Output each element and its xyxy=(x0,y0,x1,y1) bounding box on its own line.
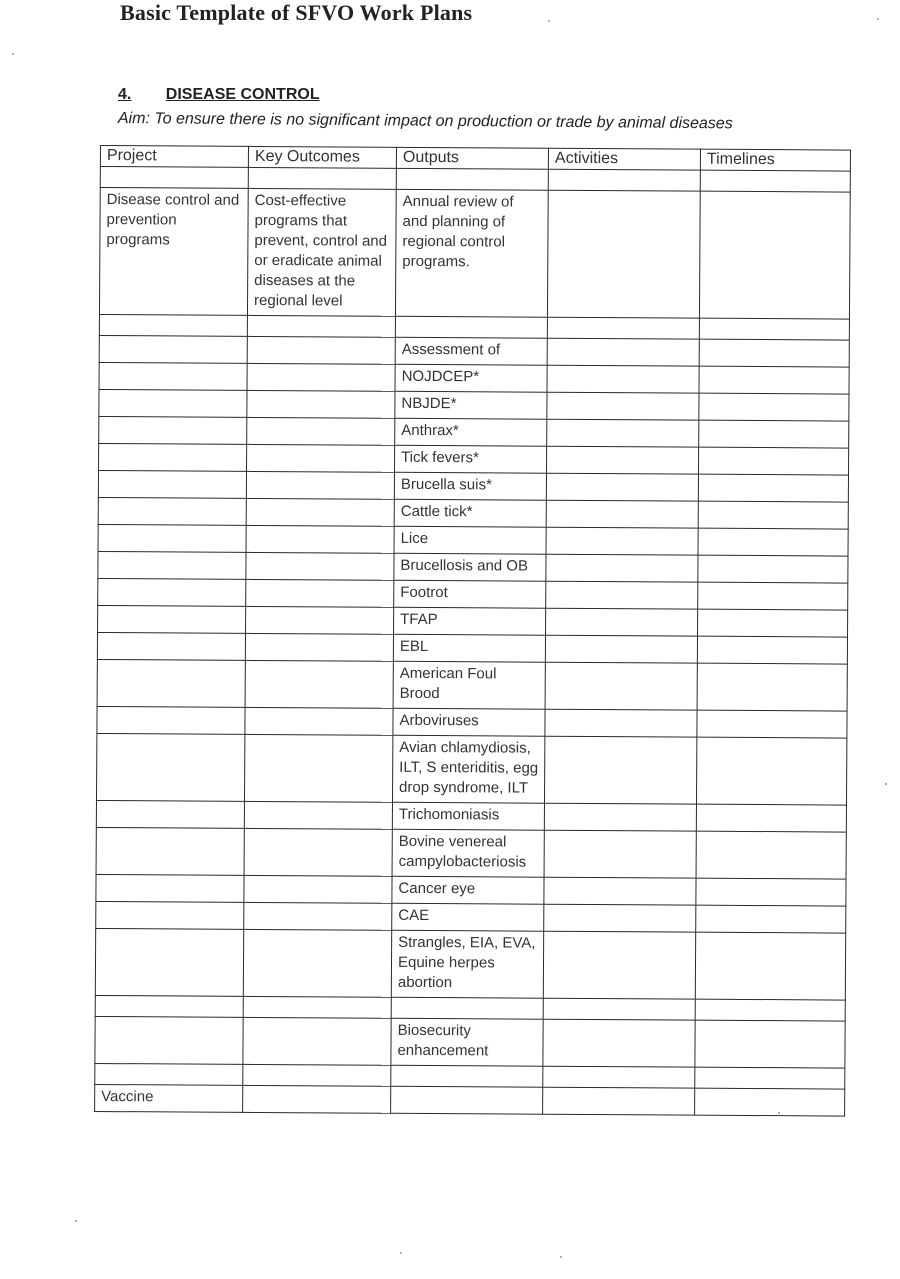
cell-activities xyxy=(547,190,700,318)
cell-outputs: Strangles, EIA, EVA, Equine herpes abortion xyxy=(391,930,543,998)
cell-activities xyxy=(546,581,698,609)
table-row xyxy=(95,1084,845,1116)
cell-project xyxy=(95,1063,243,1085)
cell-project xyxy=(98,578,246,606)
cell-activities xyxy=(543,1019,695,1067)
cell-outputs: TFAP xyxy=(394,607,546,635)
cell-timelines xyxy=(697,710,847,738)
scan-speck xyxy=(560,1256,562,1258)
cell-project xyxy=(99,443,247,471)
scan-speck xyxy=(400,1252,402,1254)
cell-project xyxy=(100,167,248,189)
cell-key-outcomes xyxy=(247,363,395,391)
cell-project xyxy=(98,524,246,552)
cell-project xyxy=(98,470,246,498)
cell-project xyxy=(95,995,243,1017)
cell-activities xyxy=(545,662,697,710)
cell-activities xyxy=(543,931,695,999)
cell-activities xyxy=(545,635,697,663)
cell-outputs: Brucellosis and OB xyxy=(394,553,546,581)
column-header-timelines: Timelines xyxy=(700,149,850,171)
aim-statement: Aim: To ensure there is no significant impact on production or trade by animal diseases xyxy=(117,110,733,133)
cell-activities xyxy=(544,904,696,932)
cell-key-outcomes xyxy=(244,902,392,930)
cell-project xyxy=(96,874,244,902)
cell-timelines xyxy=(699,420,849,448)
cell-key-outcomes xyxy=(243,1017,391,1065)
cell-outputs: Lice xyxy=(394,526,546,554)
cell-outputs: Avian chlamydiosis, ILT, S enteriditis, egg drop syndrome, ILT xyxy=(392,735,544,803)
cell-project xyxy=(96,901,244,929)
cell-activities xyxy=(546,473,698,501)
cell-key-outcomes xyxy=(246,579,394,607)
cell-key-outcomes: Cost-effective programs that prevent, control and or eradicate animal diseases at the regional level xyxy=(247,188,396,316)
table-row xyxy=(99,188,850,320)
cell-outputs: Bovine venereal campylobacteriosis xyxy=(392,829,544,877)
cell-timelines xyxy=(698,609,848,637)
work-plan-table-container xyxy=(94,145,850,1117)
cell-outputs: Brucella suis* xyxy=(394,472,546,500)
cell-key-outcomes xyxy=(243,929,391,997)
cell-key-outcomes xyxy=(244,828,392,876)
cell-timelines xyxy=(696,905,846,933)
cell-activities xyxy=(544,803,696,831)
cell-activities xyxy=(544,877,696,905)
cell-project xyxy=(95,1016,243,1064)
scan-speck xyxy=(548,20,550,22)
cell-outputs: Assessment of xyxy=(395,337,547,365)
cell-timelines xyxy=(699,191,850,319)
cell-project xyxy=(98,605,246,633)
cell-outputs: NBJDE* xyxy=(395,391,547,419)
cell-activities xyxy=(547,338,699,366)
table-row xyxy=(95,928,845,1000)
cell-timelines xyxy=(699,339,849,367)
cell-timelines xyxy=(697,636,847,664)
cell-project xyxy=(99,362,247,390)
cell-timelines xyxy=(699,366,849,394)
cell-timelines xyxy=(698,501,848,529)
cell-activities xyxy=(547,365,699,393)
cell-outputs xyxy=(396,168,548,190)
column-header-outputs: Outputs xyxy=(396,147,548,169)
table-row xyxy=(97,659,847,711)
cell-activities xyxy=(547,392,699,420)
cell-key-outcomes xyxy=(246,552,394,580)
cell-timelines xyxy=(699,318,849,340)
cell-outputs: Trichomoniasis xyxy=(392,802,544,830)
cell-timelines xyxy=(696,804,846,832)
cell-activities xyxy=(543,998,695,1020)
cell-key-outcomes xyxy=(247,315,395,337)
cell-project xyxy=(99,416,247,444)
cell-timelines xyxy=(696,878,846,906)
cell-project xyxy=(95,928,243,996)
section-number: 4. xyxy=(118,86,132,103)
cell-key-outcomes xyxy=(246,498,394,526)
cell-timelines xyxy=(698,582,848,610)
cell-key-outcomes xyxy=(247,417,395,445)
cell-key-outcomes xyxy=(245,707,393,735)
cell-outputs: Anthrax* xyxy=(395,418,547,446)
cell-key-outcomes xyxy=(244,801,392,829)
cell-activities xyxy=(543,1066,695,1088)
cell-outputs: Annual review of and planning of regional control programs. xyxy=(395,189,548,317)
table-body xyxy=(95,167,851,1117)
cell-key-outcomes xyxy=(245,633,393,661)
table-row xyxy=(96,733,846,805)
cell-activities xyxy=(546,527,698,555)
cell-outputs: Cancer eye xyxy=(392,876,544,904)
cell-activities xyxy=(547,317,699,339)
cell-project: Vaccine xyxy=(95,1084,243,1112)
scan-speck xyxy=(885,783,887,785)
cell-outputs: Cattle tick* xyxy=(394,499,546,527)
cell-outputs xyxy=(395,316,547,338)
table-row xyxy=(96,827,846,879)
scan-speck xyxy=(778,1112,780,1114)
cell-project xyxy=(96,827,244,875)
work-plan-table xyxy=(94,145,851,1117)
cell-outputs: CAE xyxy=(392,903,544,931)
cell-activities xyxy=(544,736,696,804)
cell-outputs xyxy=(391,997,543,1019)
cell-key-outcomes xyxy=(247,390,395,418)
cell-timelines xyxy=(698,528,848,556)
cell-activities xyxy=(546,500,698,528)
cell-project xyxy=(99,314,247,336)
cell-project xyxy=(98,551,246,579)
cell-key-outcomes xyxy=(244,734,392,802)
scan-speck xyxy=(75,1220,77,1222)
cell-key-outcomes xyxy=(243,1085,391,1113)
cell-project: Disease control and prevention programs xyxy=(99,188,248,316)
section-heading xyxy=(118,86,320,104)
cell-activities xyxy=(547,446,699,474)
cell-timelines xyxy=(699,447,849,475)
cell-project xyxy=(96,733,244,801)
cell-activities xyxy=(545,709,697,737)
cell-timelines xyxy=(695,1020,845,1068)
table-row xyxy=(95,1016,845,1068)
cell-timelines xyxy=(695,932,845,1000)
scan-speck xyxy=(877,18,879,20)
cell-key-outcomes xyxy=(247,336,395,364)
cell-timelines xyxy=(696,737,846,805)
column-header-activities: Activities xyxy=(548,148,700,170)
cell-outputs: EBL xyxy=(393,634,545,662)
cell-key-outcomes xyxy=(246,471,394,499)
cell-timelines xyxy=(698,474,848,502)
cell-activities xyxy=(546,608,698,636)
cell-key-outcomes xyxy=(243,1064,391,1086)
cell-timelines xyxy=(696,831,846,879)
column-header-project: Project xyxy=(100,146,248,168)
cell-outputs: Tick fevers* xyxy=(395,445,547,473)
cell-outputs: Arboviruses xyxy=(393,708,545,736)
cell-outputs: Biosecurity enhancement xyxy=(391,1018,543,1066)
cell-timelines xyxy=(695,1088,845,1116)
scan-speck xyxy=(12,53,14,55)
document-title: Basic Template of SFVO Work Plans xyxy=(120,0,473,25)
cell-timelines xyxy=(695,1067,845,1089)
cell-project xyxy=(99,389,247,417)
cell-outputs: American Foul Brood xyxy=(393,661,545,709)
cell-outputs xyxy=(391,1086,543,1114)
cell-key-outcomes xyxy=(246,606,394,634)
column-header-key-outcomes: Key Outcomes xyxy=(248,146,396,168)
cell-key-outcomes xyxy=(247,444,395,472)
cell-timelines xyxy=(699,393,849,421)
cell-project xyxy=(99,335,247,363)
cell-project xyxy=(97,706,245,734)
cell-key-outcomes xyxy=(244,875,392,903)
cell-activities xyxy=(543,1087,695,1115)
cell-project xyxy=(98,497,246,525)
cell-key-outcomes xyxy=(248,167,396,189)
cell-timelines xyxy=(697,663,847,711)
cell-key-outcomes xyxy=(243,996,391,1018)
cell-outputs: Footrot xyxy=(394,580,546,608)
cell-project xyxy=(96,800,244,828)
cell-key-outcomes xyxy=(245,660,393,708)
cell-timelines xyxy=(700,170,850,192)
cell-activities xyxy=(544,830,696,878)
cell-activities xyxy=(548,169,700,191)
cell-activities xyxy=(547,419,699,447)
section-title: DISEASE CONTROL xyxy=(165,86,320,103)
cell-project xyxy=(97,659,245,707)
cell-key-outcomes xyxy=(246,525,394,553)
cell-timelines xyxy=(695,999,845,1021)
cell-timelines xyxy=(698,555,848,583)
cell-outputs xyxy=(391,1065,543,1087)
cell-outputs: NOJDCEP* xyxy=(395,364,547,392)
cell-project xyxy=(97,632,245,660)
cell-activities xyxy=(546,554,698,582)
